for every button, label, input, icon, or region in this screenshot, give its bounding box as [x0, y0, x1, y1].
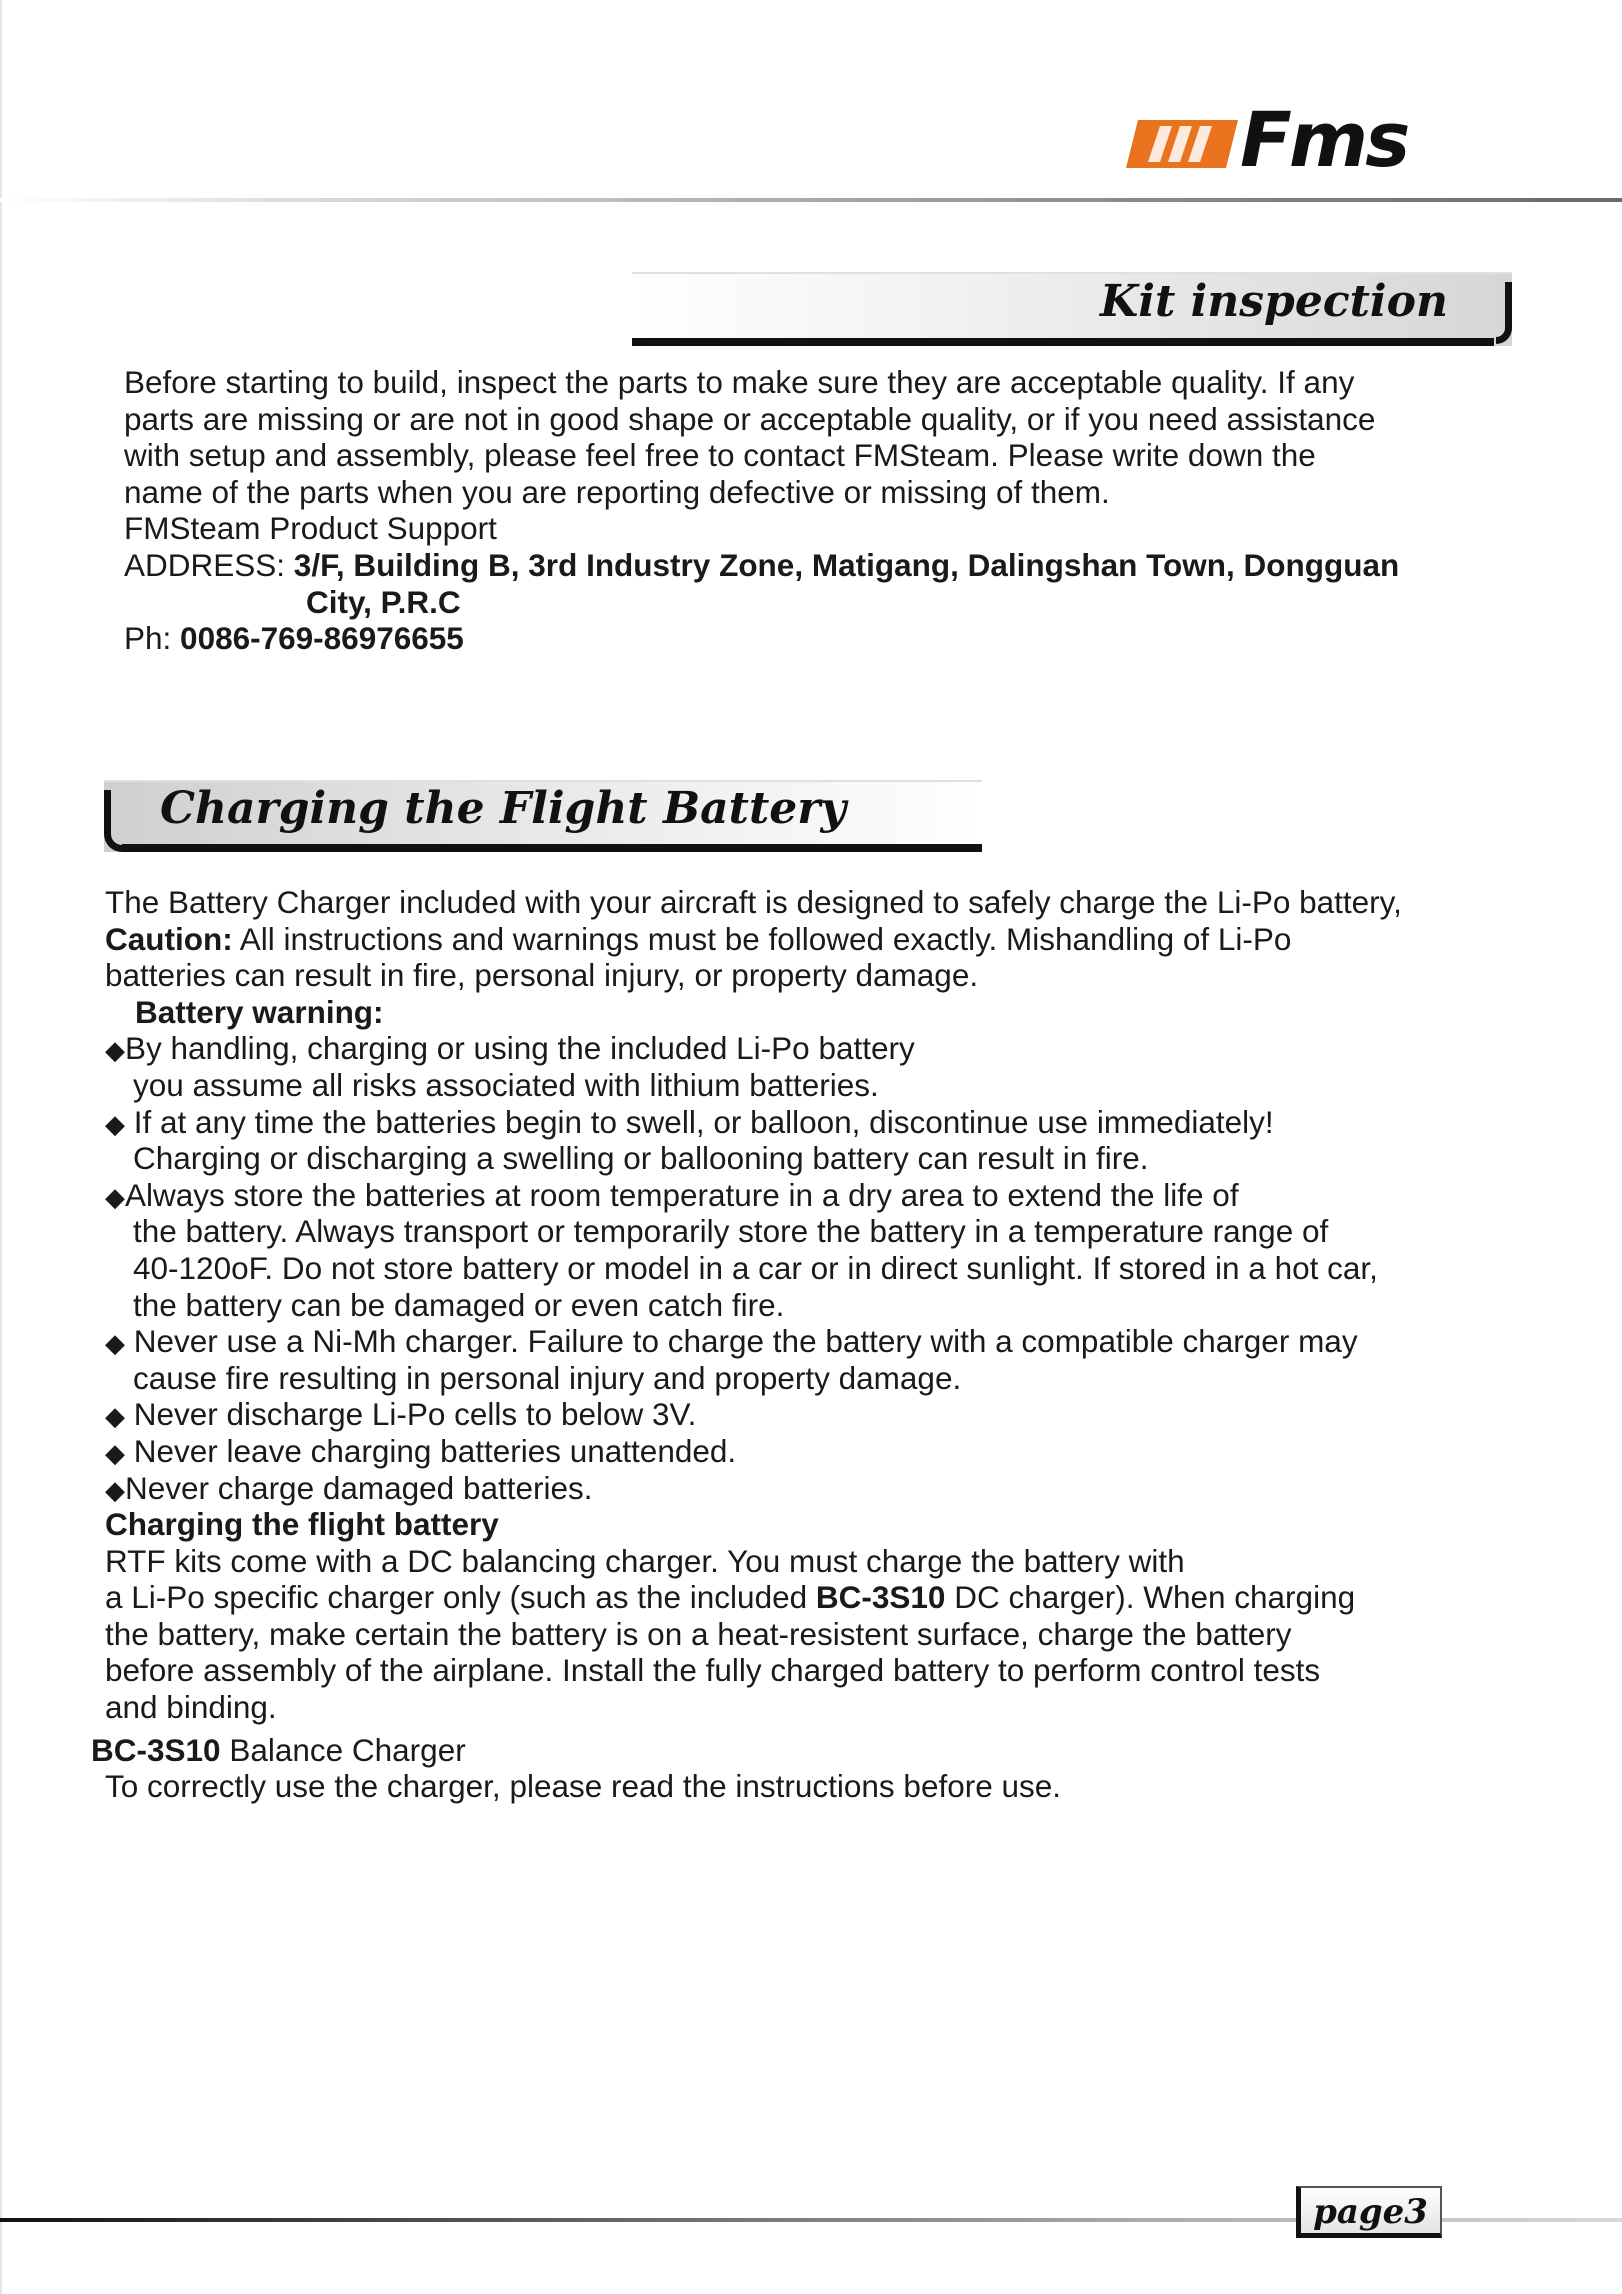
paragraph-line: name of the parts when you are reporting defective or missing of them. [124, 473, 1110, 510]
address-value: 3/F, Building B, 3rd Industry Zone, Matigang, Dalingshan Town, Dongguan [293, 546, 1400, 583]
bullet-item: ◆ Never discharge Li-Po cells to below 3V. [105, 1396, 697, 1433]
address-label: ADDRESS: [124, 546, 294, 583]
phone-line [124, 620, 1399, 657]
diamond-bullet-icon: ◆ [105, 1328, 125, 1359]
caution-line [105, 921, 1402, 958]
header-rule [0, 198, 1622, 202]
paragraph-line: parts are missing or are not in good shape or acceptable quality, or if you need assistance [124, 400, 1376, 437]
page-number: page3 [1313, 2192, 1428, 2232]
bullet-continuation: 40-120oF. Do not store battery or model in a car or in direct sunlight. If stored in a hot car, [133, 1249, 1378, 1286]
rtf-line: the battery, make certain the battery is on a heat-resistent surface, charge the battery [105, 1615, 1292, 1652]
kit-inspection-body [124, 364, 1399, 657]
caution-text: All instructions and warnings must be followed exactly. Mishandling of Li-Po [232, 920, 1292, 957]
fms-logo [1120, 95, 1450, 184]
bullet-item: ◆ If at any time the batteries begin to swell, or balloon, discontinue use immediately! [105, 1103, 1274, 1140]
diamond-bullet-icon: ◆ [105, 1401, 125, 1432]
rtf-line: RTF kits come with a DC balancing charger. You must charge the battery with [105, 1542, 1185, 1579]
warning-heading: Battery warning: [135, 993, 384, 1030]
page-edge [0, 0, 2, 2294]
phone-number: 0086-769-86976655 [180, 620, 464, 657]
page-number-tab [1296, 2186, 1442, 2238]
charging-banner [104, 780, 982, 852]
caution-label: Caution: [105, 920, 233, 957]
bullet-item: ◆ Never use a Ni-Mh charger. Failure to charge the battery with a compatible charger may [105, 1323, 1358, 1360]
bullet-item: ◆ Never leave charging batteries unattended. [105, 1432, 737, 1469]
logo-text: Fms [1240, 95, 1408, 184]
charger-title: BC-3S10 Balance Charger [91, 1731, 466, 1768]
sub-heading: Charging the flight battery [105, 1506, 499, 1543]
charger-note: To correctly use the charger, please read the instructions before use. [105, 1768, 1062, 1805]
kit-inspection-banner [632, 272, 1512, 346]
phone-label: Ph: [124, 620, 181, 657]
diamond-bullet-icon: ◆ [105, 1437, 125, 1468]
rtf-line: a Li-Po specific charger only (such as the included BC-3S10 DC charger). When charging [105, 1579, 1356, 1616]
paragraph-line: Before starting to build, inspect the parts to make sure they are acceptable quality. If any [124, 364, 1355, 400]
charger-model: BC-3S10 [815, 1579, 946, 1616]
kit-inspection-title: Kit inspection [1099, 276, 1448, 327]
paragraph-line: with setup and assembly, please feel free to contact FMSteam. Please write down the [124, 437, 1316, 474]
bullet-continuation: cause fire resulting in personal injury and property damage. [133, 1359, 962, 1396]
bullet-continuation: you assume all risks associated with lithium batteries. [133, 1066, 879, 1103]
address-line-2 [124, 584, 1399, 621]
rtf-line: and binding. [105, 1689, 277, 1726]
logo-stripes-icon [1120, 114, 1240, 174]
bullet-item: ◆Never charge damaged batteries. [105, 1469, 593, 1506]
charging-title: Charging the Flight Battery [160, 783, 847, 834]
address-value-2: City, P.R.C [306, 583, 461, 620]
bullet-continuation: the battery can be damaged or even catch fire. [133, 1286, 785, 1323]
diamond-bullet-icon: ◆ [105, 1474, 125, 1505]
bullet-continuation: the battery. Always transport or temporarily store the battery in a temperature range of [133, 1213, 1329, 1250]
diamond-bullet-icon: ◆ [105, 1181, 125, 1212]
caution-line-2: batteries can result in fire, personal injury, or property damage. [105, 957, 979, 994]
bullet-continuation: Charging or discharging a swelling or ballooning battery can result in fire. [133, 1140, 1149, 1177]
support-heading: FMSteam Product Support [124, 510, 497, 547]
rtf-line: before assembly of the airplane. Install the fully charged battery to perform control tests [105, 1652, 1321, 1689]
diamond-bullet-icon: ◆ [105, 1035, 125, 1066]
address-line [124, 547, 1399, 584]
bullet-item: ◆Always store the batteries at room temperature in a dry area to extend the life of [105, 1176, 1239, 1213]
bullet-item: ◆By handling, charging or using the included Li-Po battery [105, 1030, 915, 1067]
charging-body [91, 884, 1402, 1805]
intro-line: The Battery Charger included with your aircraft is designed to safely charge the Li-Po battery, [105, 884, 1402, 920]
diamond-bullet-icon: ◆ [105, 1108, 125, 1139]
